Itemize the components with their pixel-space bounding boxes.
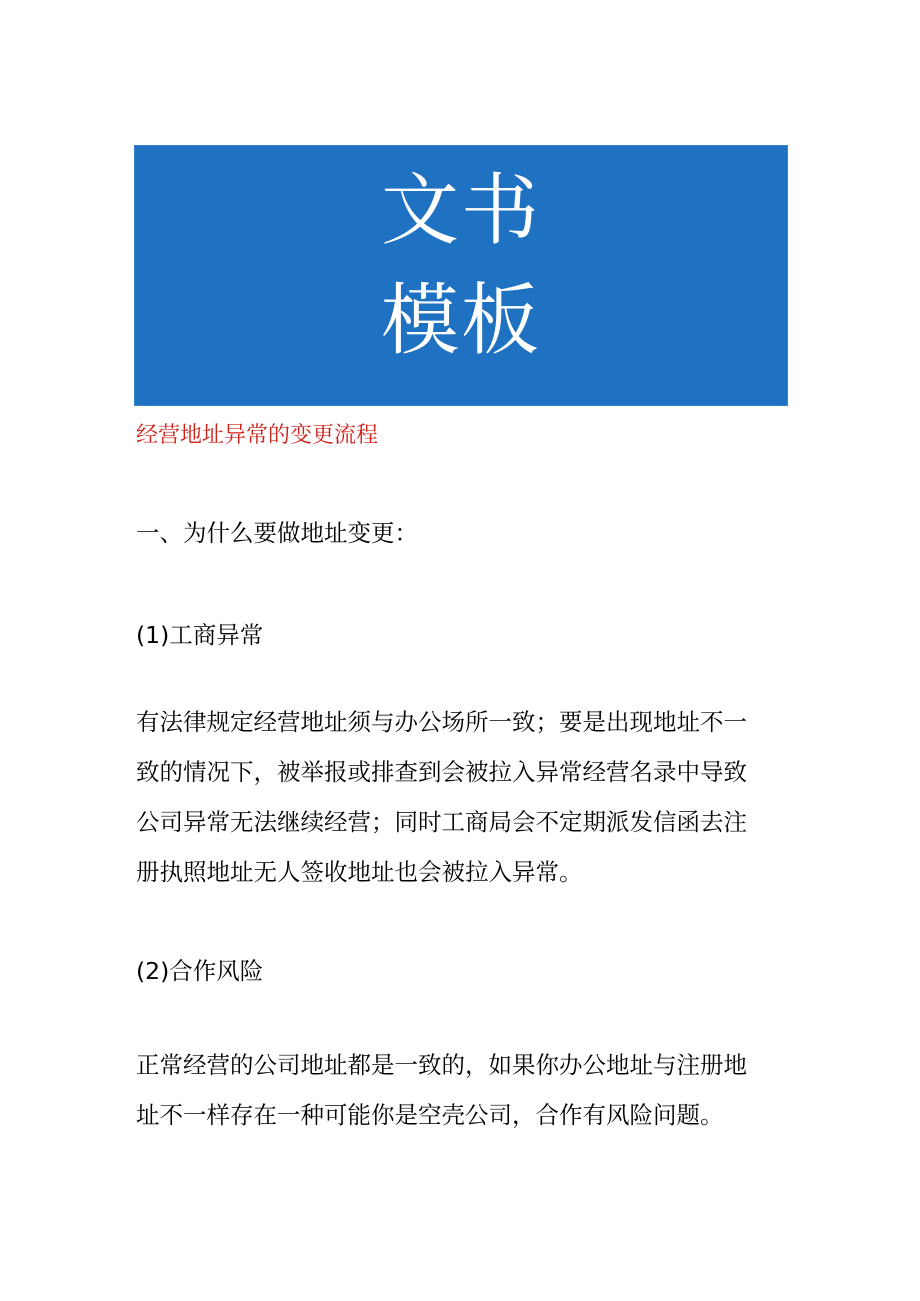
document-title: 经营地址异常的变更流程 (136, 423, 379, 448)
paragraph-line: 址不一样存在一种可能你是空壳公司，合作有风险问题。 (136, 1101, 724, 1129)
paragraph-cooperation-risk (136, 1040, 786, 1140)
paragraph-line: 正常经营的公司地址都是一致的，如果你办公地址与注册地 (136, 1051, 747, 1079)
paragraph-line: 有法律规定经营地址须与办公场所一致；要是出现地址不一 (136, 708, 747, 736)
paragraph-line: 册执照地址无人签收地址也会被拉入异常。 (136, 858, 583, 886)
title-banner (134, 145, 788, 406)
paragraph-line: 公司异常无法继续经营；同时工商局会不定期派发信函去注 (136, 808, 747, 836)
subheading-cooperation-risk: (2)合作风险 (136, 957, 264, 985)
subheading-business-abnormal: (1)工商异常 (136, 621, 264, 649)
paragraph-line: 致的情况下，被举报或排查到会被拉入异常经营名录中导致 (136, 758, 747, 786)
paragraph-business-abnormal (136, 697, 786, 897)
banner-title-line-1: 文书 (380, 166, 541, 256)
section-heading-why-change: 一、为什么要做地址变更： (136, 519, 418, 547)
banner-title-line-2: 模板 (380, 276, 541, 366)
